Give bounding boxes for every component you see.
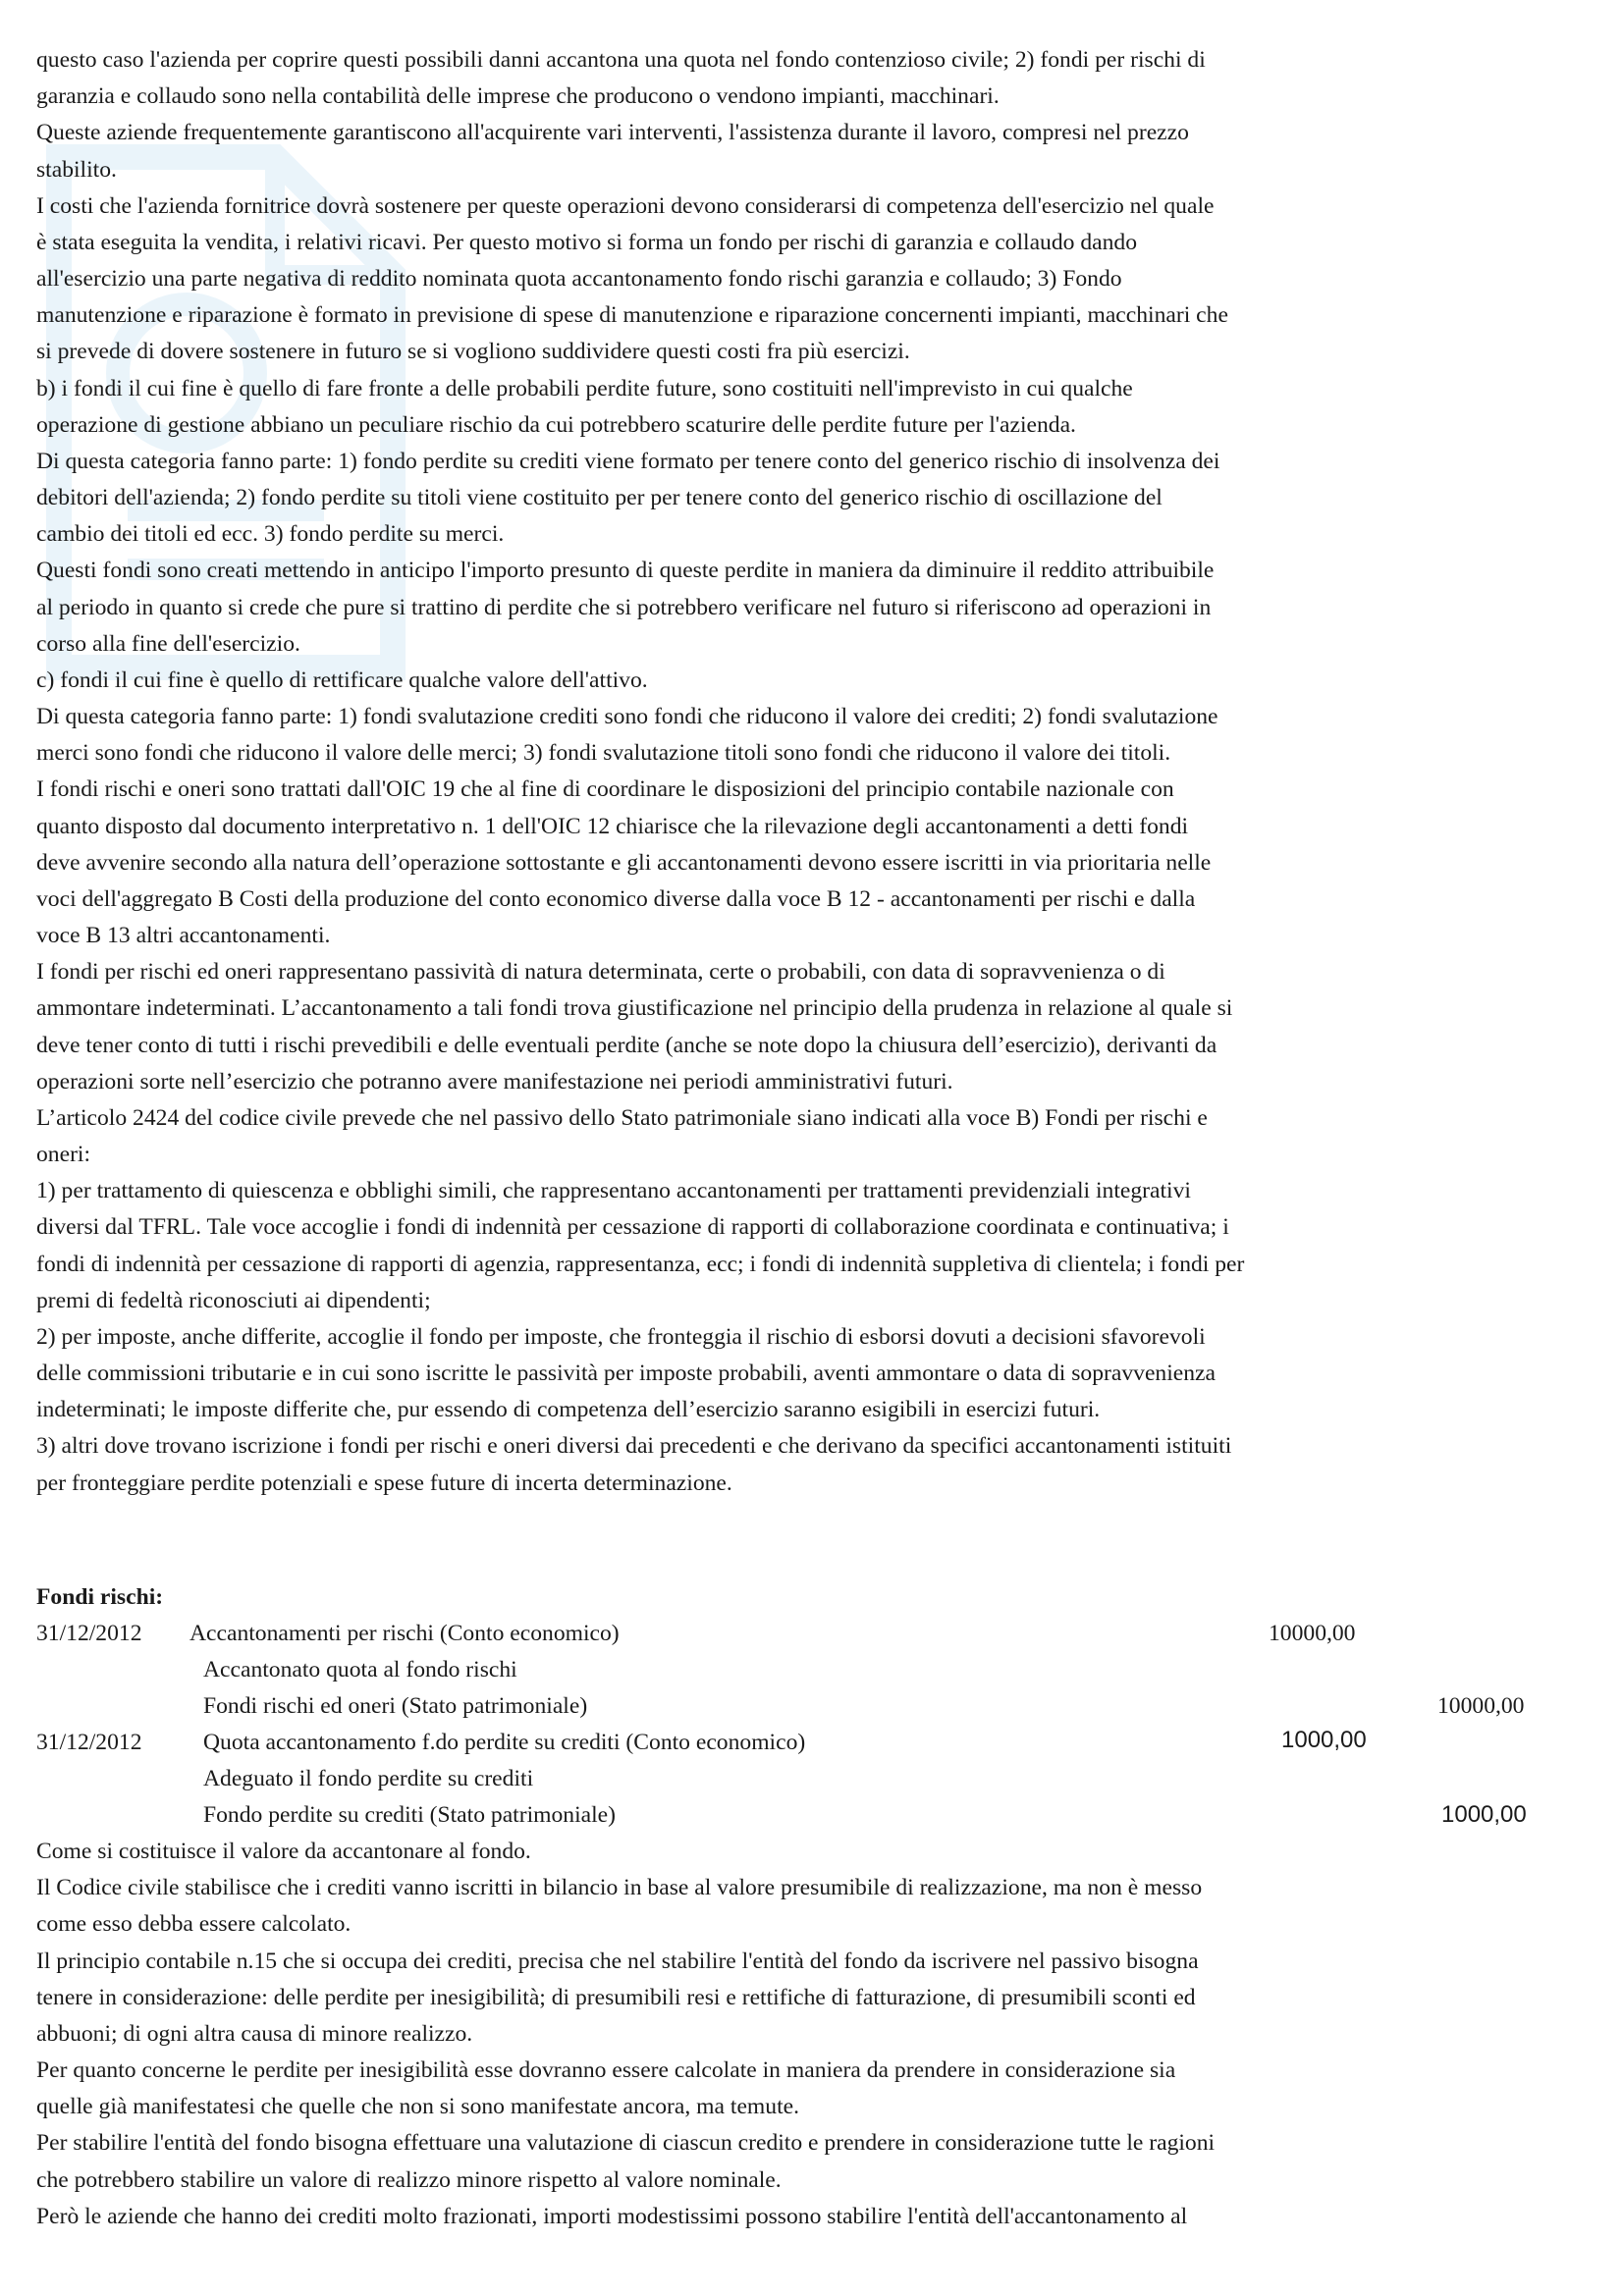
text-line: per fronteggiare perdite potenziali e spese future di incerta determinazione. <box>36 1469 732 1496</box>
text-line: corso alla fine dell'esercizio. <box>36 630 300 657</box>
text-line: Per quanto concerne le perdite per inesigibilità esse dovranno essere calcolate in maniera da prendere in considerazione sia <box>36 2057 1176 2084</box>
text-line: Di questa categoria fanno parte: 1) fondi svalutazione crediti sono fondi che riducono il valore dei crediti; 2) fondi svalutazione <box>36 704 1218 730</box>
credit-account: Fondi rischi ed oneri (Stato patrimoniale) <box>203 1693 588 1719</box>
text-line: fondi di indennità per cessazione di rapporti di agenzia, rappresentanza, ecc; i fondi di indennità suppletiva di clientela; i fondi per <box>36 1251 1245 1277</box>
text-line: voci dell'aggregato B Costi della produzione del conto economico diverse dalla voce B 12 - accantonamenti per rischi e dalla <box>36 885 1196 912</box>
text-line: delle commissioni tributarie e in cui sono iscritte le passività per imposte probabili, aventi ammontare o data di sopravvenienza <box>36 1361 1216 1387</box>
text-line: b) i fondi il cui fine è quello di fare fronte a delle probabili perdite future, sono costituiti nell'imprevisto in cui qualche <box>36 375 1133 401</box>
text-line: 3) altri dove trovano iscrizione i fondi per rischi e oneri diversi dai precedenti e che derivano da specifici accantonamenti istituiti <box>36 1433 1232 1460</box>
text-line: merci sono fondi che riducono il valore delle merci; 3) fondi svalutazione titoli sono fondi che riducono il valore dei titoli. <box>36 740 1171 767</box>
text-line: Per stabilire l'entità del fondo bisogna effettuare una valutazione di ciascun credito e prendere in considerazione tutte le ragioni <box>36 2130 1216 2157</box>
text-line: 2) per imposte, anche differite, accoglie il fondo per imposte, che fronteggia il rischio di esborsi dovuti a decisioni sfavorevoli <box>36 1323 1206 1350</box>
text-line: quelle già manifestatesi che quelle che non si sono manifestate ancora, ma temute. <box>36 2094 799 2120</box>
text-line: deve avvenire secondo alla natura dell’operazione sottostante e gli accantonamenti devono essere iscritti in via prioritaria nelle <box>36 849 1212 876</box>
text-line: si prevede di dovere sostenere in futuro se si vogliono suddividere questi costi fra più esercizi. <box>36 339 910 365</box>
debit-amount: 1000,00 <box>1281 1727 1367 1753</box>
entry-description: Adeguato il fondo perdite su crediti <box>203 1766 534 1791</box>
text-line: ammontare indeterminati. L’accantonamento a tali fondi trova giustificazione nel principio della prudenza in relazione al quale si <box>36 995 1233 1022</box>
text-line: abbuoni; di ogni altra causa di minore realizzo. <box>36 2020 473 2047</box>
text-line: questo caso l'azienda per coprire questi possibili danni accantona una quota nel fondo contenzioso civile; 2) fondi per rischi di <box>36 47 1206 73</box>
debit-account: Quota accantonamento f.do perdite su crediti (Conto economico) <box>203 1730 806 1755</box>
text-line: I fondi rischi e oneri sono trattati dall'OIC 19 che al fine di coordinare le disposizioni del principio contabile nazionale con <box>36 776 1174 803</box>
text-line: Però le aziende che hanno dei crediti molto frazionati, importi modestissimi possono stabilire l'entità dell'accantonamento al <box>36 2203 1188 2229</box>
text-line: come esso debba essere calcolato. <box>36 1911 352 1938</box>
credit-amount: 10000,00 <box>1437 1693 1525 1719</box>
entry-date: 31/12/2012 <box>36 1730 142 1755</box>
text-line: stabilito. <box>36 156 117 183</box>
text-line: voce B 13 altri accantonamenti. <box>36 923 331 949</box>
text-line: garanzia e collaudo sono nella contabilità delle imprese che producono o vendono impianti, macchinari. <box>36 83 1000 110</box>
text-line: diversi dal TFRL. Tale voce accoglie i fondi di indennità per cessazione di rapporti di collaborazione coordinata e continuativa; i <box>36 1214 1229 1241</box>
text-line: Il principio contabile n.15 che si occupa dei crediti, precisa che nel stabilire l'entità del fondo da iscrivere nel passivo bisogna <box>36 1948 1199 1974</box>
text-line: Queste aziende frequentemente garantiscono all'acquirente vari interventi, l'assistenza durante il lavoro, compresi nel prezzo <box>36 120 1189 146</box>
text-line: tenere in considerazione: delle perdite per inesigibilità; di presumibili resi e rettifiche di fatturazione, di presumibili sconti ed <box>36 1984 1196 2010</box>
text-line: è stata eseguita la vendita, i relativi ricavi. Per questo motivo si forma un fondo per rischi di garanzia e collaudo dando <box>36 229 1138 255</box>
text-line: manutenzione e riparazione è formato in previsione di spese di manutenzione e riparazione concernenti impianti, macchinari che <box>36 302 1228 329</box>
text-line: Come si costituisce il valore da accantonare al fondo. <box>36 1839 531 1864</box>
debit-account: Accantonamenti per rischi (Conto economico) <box>189 1621 620 1646</box>
text-line: al periodo in quanto si crede che pure si trattino di perdite che si potrebbero verificare nel futuro si riferiscono ad operazioni in <box>36 594 1212 620</box>
text-line: Questi fondi sono creati mettendo in anticipo l'importo presunto di queste perdite in maniera da diminuire il reddito attribuibile <box>36 558 1215 584</box>
text-line: all'esercizio una parte negativa di reddito nominata quota accantonamento fondo rischi garanzia e collaudo; 3) Fondo <box>36 266 1122 293</box>
text-line: c) fondi il cui fine è quello di rettificare qualche valore dell'attivo. <box>36 667 648 693</box>
text-line: premi di fedeltà riconosciuti ai dipendenti; <box>36 1287 431 1313</box>
text-line: quanto disposto dal documento interpretativo n. 1 dell'OIC 12 chiarisce che la rilevazione degli accantonamenti a detti fondi <box>36 813 1189 839</box>
text-line: I costi che l'azienda fornitrice dovrà sostenere per queste operazioni devono considerarsi di competenza dell'esercizio nel quale <box>36 192 1215 219</box>
entry-description: Accantonato quota al fondo rischi <box>203 1657 517 1682</box>
section-heading: Fondi rischi: <box>36 1584 164 1610</box>
credit-account: Fondo perdite su crediti (Stato patrimoniale) <box>203 1802 616 1828</box>
text-line: oneri: <box>36 1142 91 1168</box>
text-line: 1) per trattamento di quiescenza e obblighi simili, che rappresentano accantonamenti per trattamenti previdenziali integrativi <box>36 1178 1191 1204</box>
text-line: indeterminati; le imposte differite che, pur essendo di competenza dell’esercizio saranno esigibili in esercizi futuri. <box>36 1397 1101 1423</box>
debit-amount: 10000,00 <box>1269 1621 1356 1646</box>
text-line: operazione di gestione abbiano un peculiare rischio da cui potrebbero scaturire delle perdite future per l'azienda. <box>36 411 1076 438</box>
text-line: Di questa categoria fanno parte: 1) fondo perdite su crediti viene formato per tenere conto del generico rischio di insolvenza dei <box>36 448 1220 474</box>
text-line: cambio dei titoli ed ecc. 3) fondo perdite su merci. <box>36 521 505 548</box>
text-line: debitori dell'azienda; 2) fondo perdite su titoli viene costituito per per tenere conto del generico rischio di oscillazione del <box>36 485 1163 511</box>
entry-date: 31/12/2012 <box>36 1621 142 1646</box>
text-line: operazioni sorte nell’esercizio che potranno avere manifestazione nei periodi amministrativi futuri. <box>36 1068 953 1095</box>
text-line: I fondi per rischi ed oneri rappresentano passività di natura determinata, certe o probabili, con data di sopravvenienza o di <box>36 959 1165 986</box>
text-line: che potrebbero stabilire un valore di realizzo minore rispetto al valore nominale. <box>36 2166 782 2193</box>
text-line: deve tener conto di tutti i rischi prevedibili e delle eventuali perdite (anche se note dopo la chiusura dell’esercizio), derivanti da <box>36 1032 1217 1058</box>
credit-amount: 1000,00 <box>1441 1801 1527 1828</box>
text-line: L’articolo 2424 del codice civile prevede che nel passivo dello Stato patrimoniale siano indicati alla voce B) Fondi per rischi e <box>36 1104 1208 1131</box>
text-line: Il Codice civile stabilisce che i crediti vanno iscritti in bilancio in base al valore presumibile di realizzazione, ma non è messo <box>36 1875 1203 1901</box>
